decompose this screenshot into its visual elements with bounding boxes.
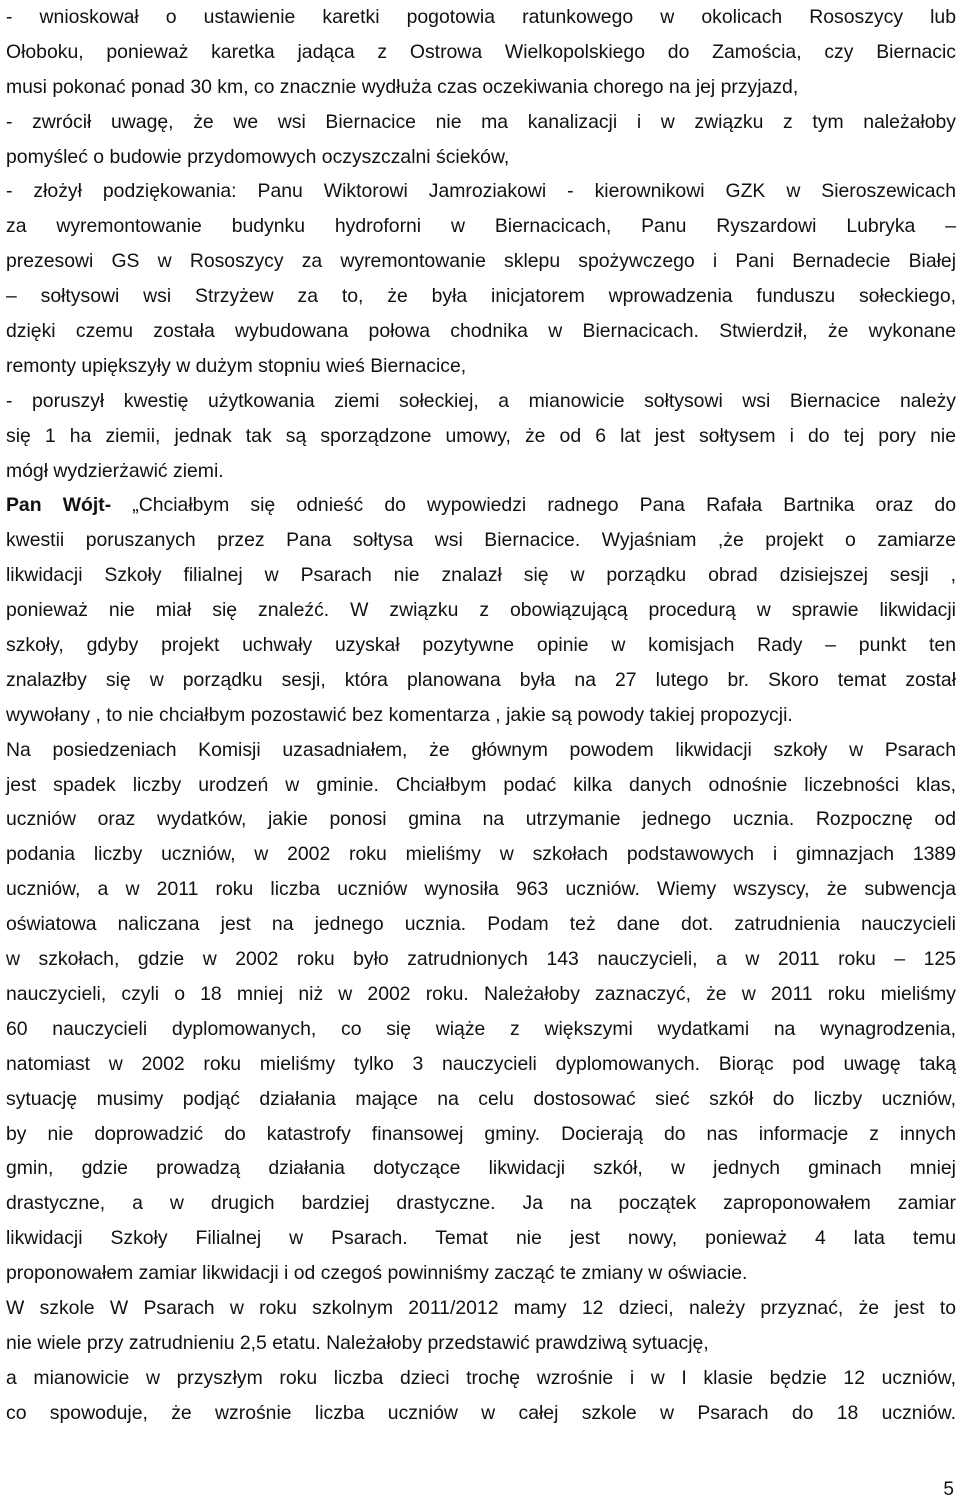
paragraph (6, 384, 956, 489)
paragraph (6, 733, 956, 1291)
text-line (6, 907, 956, 942)
text-line (6, 698, 956, 733)
text-line (6, 105, 956, 140)
line-text: nie wiele przy zatrudnieniu 2,5 etatu. Należałoby przedstawić prawdziwą sytuację, (6, 1331, 709, 1354)
text-line (6, 174, 956, 209)
text-line (6, 1012, 956, 1047)
line-text: a mianowicie w przyszłym roku liczba dzieci trochę wzrośnie i w I klasie będzie 12 uczniów, (6, 1366, 956, 1389)
line-text: musi pokonać ponad 30 km, co znacznie wydłuża czas oczekiwania chorego na jej przyjazd, (6, 75, 799, 98)
text-line (6, 802, 956, 837)
paragraph (6, 1291, 956, 1361)
text-line (6, 768, 956, 803)
line-text: - zwrócił uwagę, że we wsi Biernacice nie ma kanalizacji i w związku z tym należałoby (6, 110, 956, 133)
text-line (6, 663, 956, 698)
line-text: znalazłby się w porządku sesji, która planowana była na 27 lutego br. Skoro temat został (6, 668, 956, 691)
line-text: by nie doprowadzić do katastrofy finansowej gminy. Docierają do nas informacje z innych (6, 1122, 956, 1145)
line-text: uczniów oraz wydatków, jakie ponosi gmina na utrzymanie jednego ucznia. Rozpocznę od (6, 808, 956, 831)
text-line (6, 1361, 956, 1396)
line-text: proponowałem zamiar likwidacji i od czegoś powinniśmy zacząć te zmiany w oświacie. (6, 1262, 748, 1285)
text-line (6, 837, 956, 872)
line-text: jest spadek liczby urodzeń w gminie. Chciałbym podać kilka danych odnośnie liczebności klas, (6, 773, 956, 796)
line-text: likwidacji Szkoły Filialnej w Psarach. Temat nie jest nowy, ponieważ 4 lata temu (6, 1227, 956, 1250)
line-text: - poruszył kwestię użytkowania ziemi sołeckiej, a mianowicie sołtysowi wsi Biernacice należy (6, 389, 956, 412)
text-line (6, 872, 956, 907)
line-text: natomiast w 2002 roku mieliśmy tylko 3 nauczycieli dyplomowanych. Biorąc pod uwagę taką (6, 1052, 956, 1075)
line-text: likwidacji Szkoły filialnej w Psarach nie znalazł się w porządku obrad dzisiejszej sesji , (6, 564, 956, 587)
line-text: mógł wydzierżawić ziemi. (6, 459, 224, 482)
text-line (6, 628, 956, 663)
text-line (6, 593, 956, 628)
text-line (6, 419, 956, 454)
line-text: 60 nauczycieli dyplomowanych, co się wiąże z większymi wydatkami na wynagrodzenia, (6, 1017, 956, 1040)
text-line (6, 244, 956, 279)
line-text: wywołany , to nie chciałbym pozostawić bez komentarza , jakie są powody takiej propozycji. (6, 703, 793, 726)
text-line (6, 209, 956, 244)
text-line (6, 1082, 956, 1117)
text-line (6, 1047, 956, 1082)
paragraph (6, 488, 956, 732)
text-line (6, 70, 956, 105)
text-line (6, 1221, 956, 1256)
line-text: Na posiedzeniach Komisji uzasadniałem, że głównym powodem likwidacji szkoły w Psarach (6, 738, 956, 761)
paragraph (6, 174, 956, 383)
document-page (6, 0, 956, 1431)
text-line (6, 1291, 956, 1326)
line-text: Ołoboku, ponieważ karetka jadąca z Ostrowa Wielkopolskiego do Zamościa, czy Biernacic (6, 40, 956, 63)
line-text: drastyczne, a w drugich bardziej drastyczne. Ja na początek zaproponowałem zamiar (6, 1192, 956, 1215)
text-line (6, 279, 956, 314)
line-text: gmin, gdzie prowadzą działania dotyczące likwidacji szkół, w jednych gminach mniej (6, 1157, 956, 1180)
text-line (6, 349, 956, 384)
line-text: – sołtysowi wsi Strzyżew za to, że była inicjatorem wprowadzenia funduszu sołeckiego, (6, 285, 956, 308)
line-text: - złożył podziękowania: Panu Wiktorowi Jamroziakowi - kierownikowi GZK w Sieroszewicach (6, 180, 956, 203)
line-text: szkoły, gdyby projekt uchwały uzyskał pozytywne opinie w komisjach Rady – punkt ten (6, 634, 956, 657)
line-text: podania liczby uczniów, w 2002 roku mieliśmy w szkołach podstawowych i gimnazjach 1389 (6, 843, 956, 866)
line-text: dzięki czemu została wybudowana połowa chodnika w Biernacicach. Stwierdził, że wykonane (6, 320, 956, 343)
line-text: oświatowa naliczana jest na jednego ucznia. Podam też dane dot. zatrudnienia nauczycieli (6, 913, 956, 936)
line-text: w szkołach, gdzie w 2002 roku było zatrudnionych 143 nauczycieli, a w 2011 roku – 125 (6, 948, 956, 971)
page-number: 5 (943, 1479, 954, 1500)
text-line (6, 558, 956, 593)
line-text: sytuację musimy podjąć działania mające na celu dostosować sieć szkół do liczby uczniów, (6, 1087, 956, 1110)
text-line (6, 1326, 956, 1361)
text-line (6, 1396, 956, 1431)
line-text: remonty upiększyły w dużym stopniu wieś Biernacice, (6, 354, 467, 377)
line-text: „Chciałbym się odnieść do wypowiedzi radnego Pana Rafała Bartnika oraz do (111, 494, 956, 517)
text-line (6, 1151, 956, 1186)
line-text: nauczycieli, czyli o 18 mniej niż w 2002 roku. Należałoby zaznaczyć, że w 2011 roku mieliśmy (6, 982, 956, 1005)
line-text: się 1 ha ziemii, jednak tak są sporządzone umowy, że od 6 lat jest sołtysem i do tej pory nie (6, 424, 956, 447)
line-text: - wnioskował o ustawienie karetki pogotowia ratunkowego w okolicach Rososzycy lub (6, 6, 956, 28)
text-line (6, 0, 956, 35)
line-text: ponieważ nie miał się znaleźć. W związku z obowiązującą procedurą w sprawie likwidacji (6, 599, 956, 622)
text-line (6, 733, 956, 768)
text-line (6, 1256, 956, 1291)
paragraph (6, 0, 956, 105)
line-text: co spowoduje, że wzrośnie liczba uczniów w całej szkole w Psarach do 18 uczniów. (6, 1401, 956, 1424)
speaker-label: Pan Wójt- (6, 494, 112, 517)
text-line (6, 384, 956, 419)
line-text: pomyśleć o budowie przydomowych oczyszczalni ścieków, (6, 145, 510, 168)
text-line (6, 977, 956, 1012)
line-text: prezesowi GS w Rososzycy za wyremontowanie sklepu spożywczego i Pani Bernadecie Białej (6, 250, 956, 273)
text-line (6, 314, 956, 349)
text-line (6, 1117, 956, 1152)
text-line (6, 140, 956, 175)
text-line (6, 488, 956, 523)
line-text: uczniów, a w 2011 roku liczba uczniów wynosiła 963 uczniów. Wiemy wszyscy, że subwencja (6, 878, 956, 901)
paragraph (6, 105, 956, 175)
line-text: za wyremontowanie budynku hydroforni w Biernacicach, Panu Ryszardowi Lubryka – (6, 215, 956, 238)
text-line (6, 1186, 956, 1221)
text-line (6, 523, 956, 558)
paragraph (6, 1361, 956, 1431)
text-line (6, 454, 956, 489)
text-line (6, 35, 956, 70)
line-text: W szkole W Psarach w roku szkolnym 2011/2012 mamy 12 dzieci, należy przyznać, że jest to (6, 1296, 956, 1319)
text-line (6, 942, 956, 977)
line-text: kwestii poruszanych przez Pana sołtysa wsi Biernacice. Wyjaśniam ,że projekt o zamiarze (6, 529, 956, 552)
